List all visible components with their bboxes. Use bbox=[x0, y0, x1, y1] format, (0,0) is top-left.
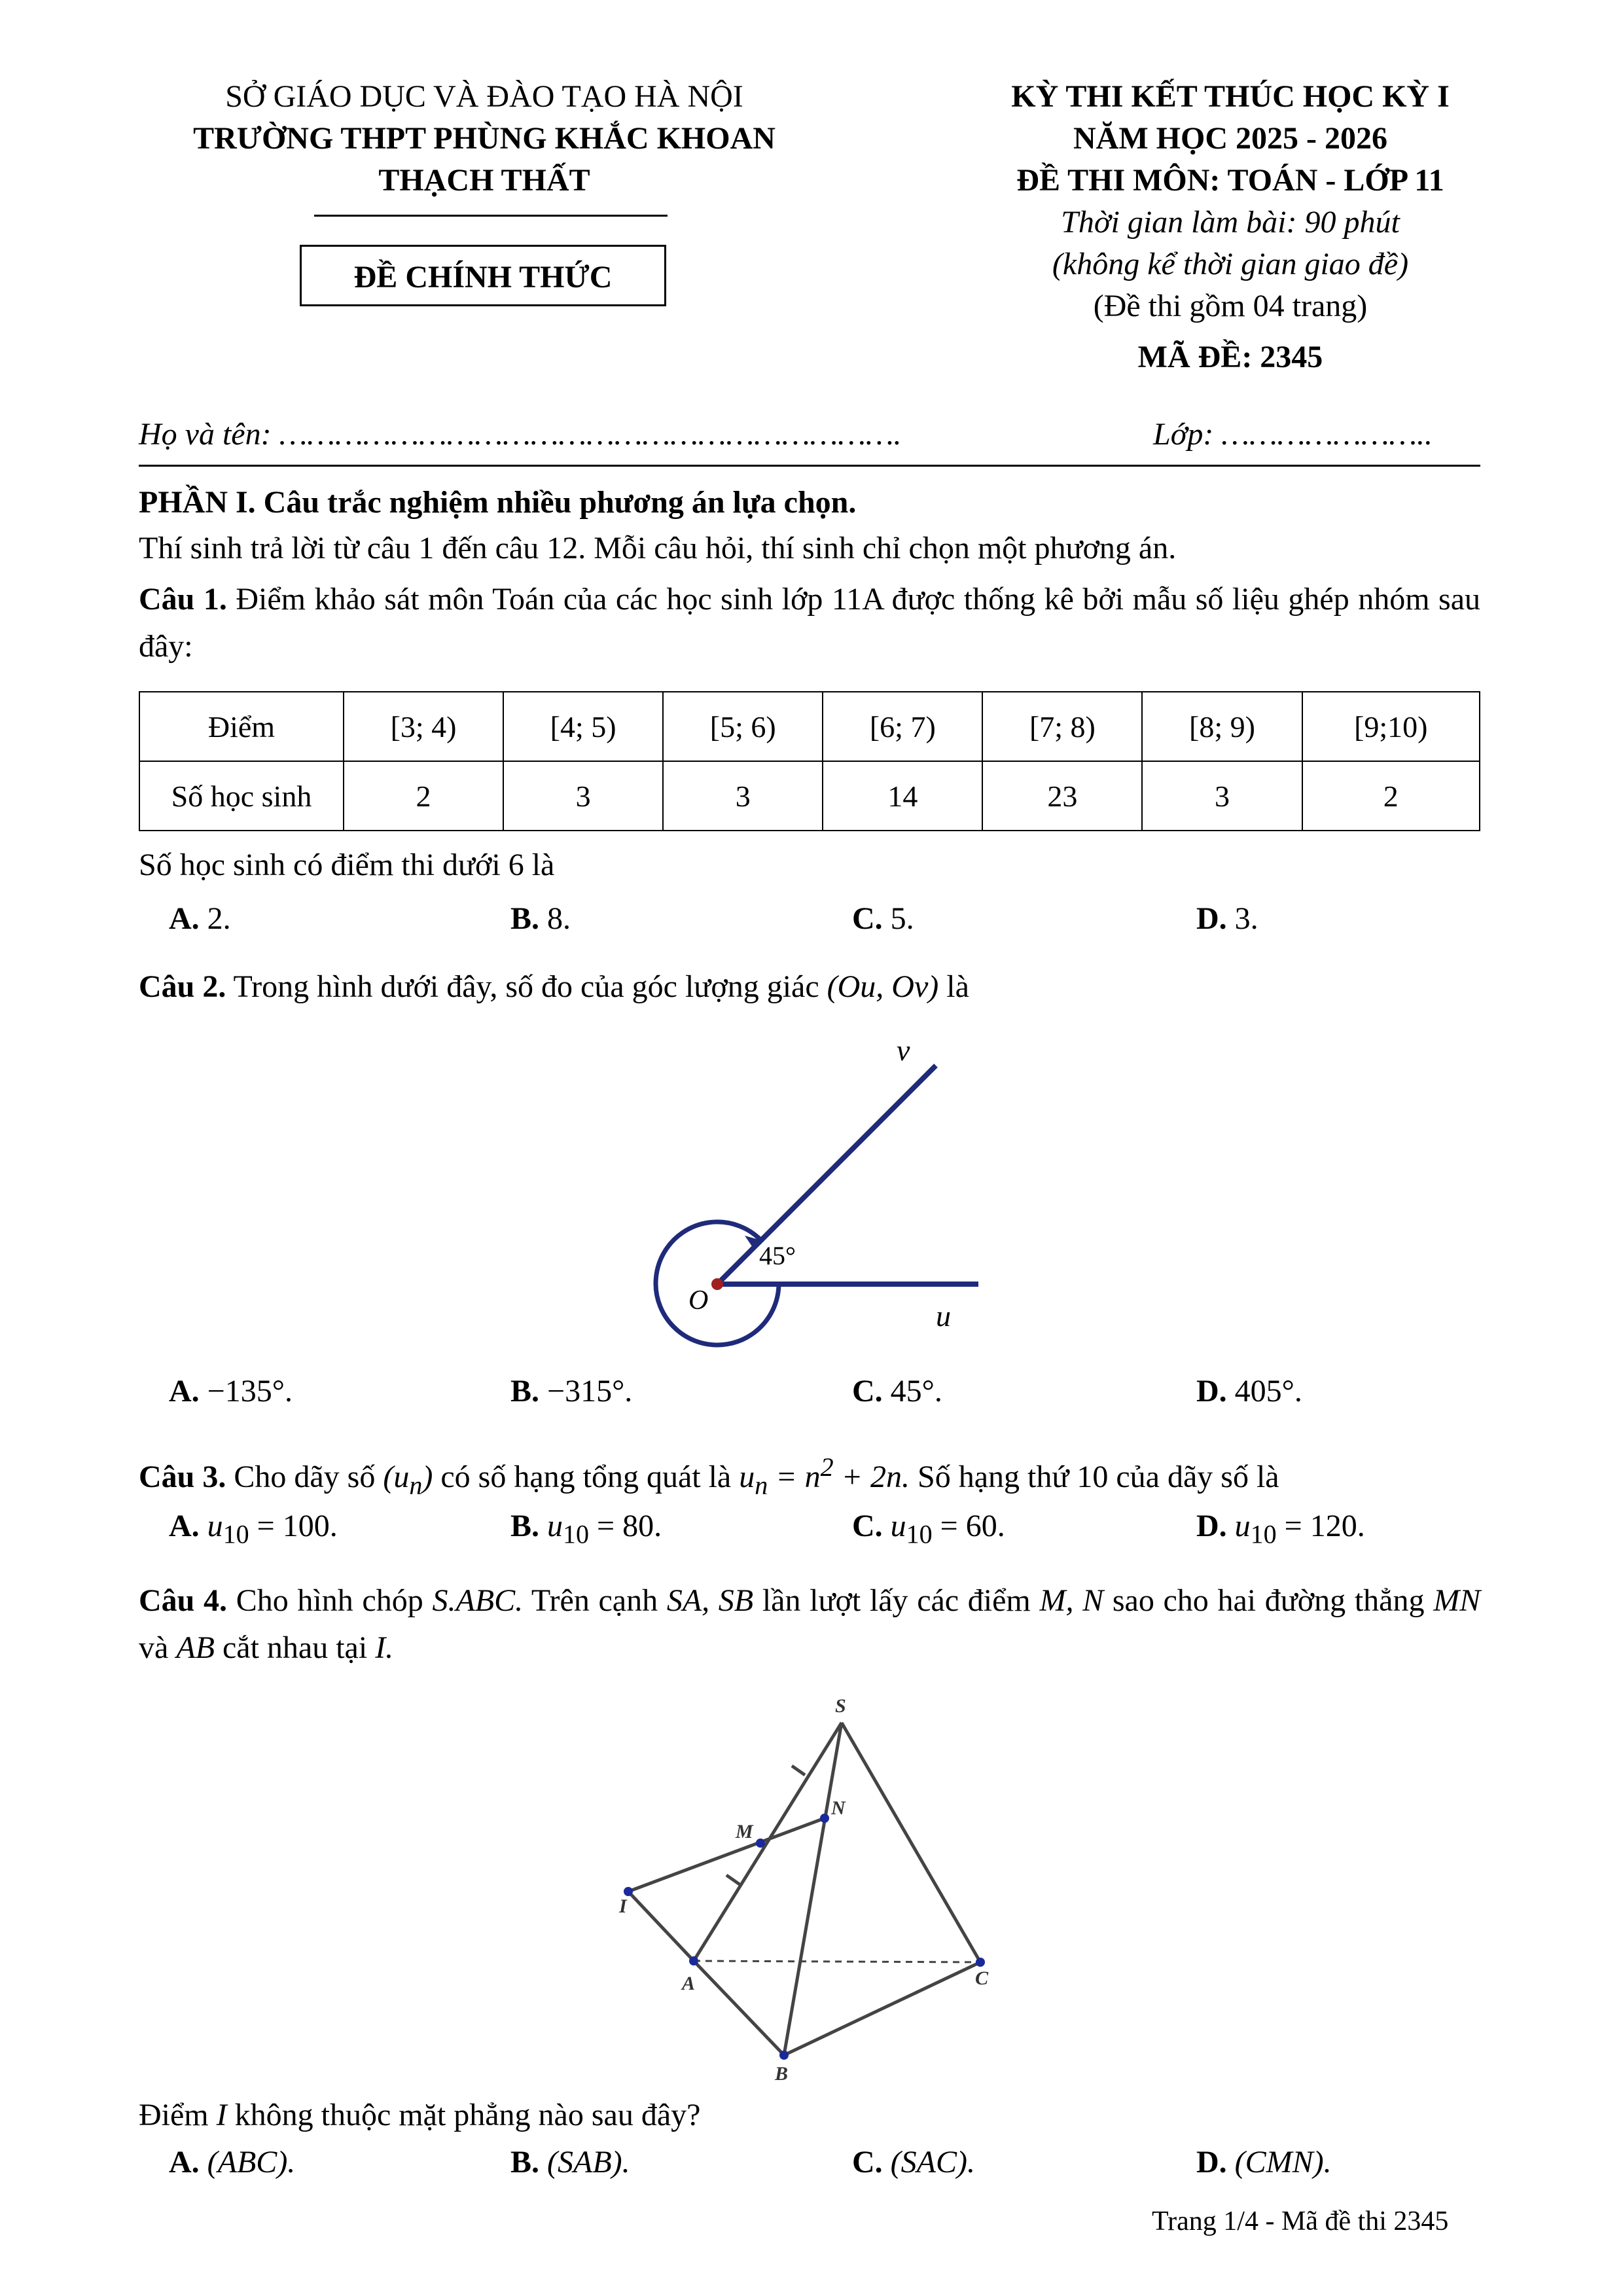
school-header bbox=[124, 76, 844, 202]
table-row bbox=[139, 692, 1480, 761]
q4-option-a[interactable]: A. (ABC). bbox=[169, 2145, 296, 2179]
edge-sc bbox=[842, 1723, 980, 1962]
table-cell: [4; 5) bbox=[503, 692, 663, 761]
table-cell: 3 bbox=[503, 761, 663, 831]
table-cell: 3 bbox=[663, 761, 823, 831]
angle-figure bbox=[628, 1028, 995, 1355]
question-1-prompt: Số học sinh có điểm thi dưới 6 là bbox=[139, 848, 555, 882]
q2-option-a[interactable]: A. −135°. bbox=[169, 1374, 293, 1408]
label-n: N bbox=[831, 1797, 846, 1819]
name-field[interactable]: …………………………………………………………. bbox=[279, 417, 902, 452]
school-name: TRƯỜNG THPT PHÙNG KHẮC KHOAN bbox=[193, 121, 776, 156]
q4-option-d[interactable]: D. (CMN). bbox=[1196, 2145, 1332, 2179]
table-cell: 2 bbox=[344, 761, 503, 831]
exam-code: MÃ ĐỀ: 2345 bbox=[1137, 340, 1323, 374]
score-table bbox=[139, 691, 1480, 831]
school-location: THẠCH THẤT bbox=[378, 163, 590, 198]
question-2-text bbox=[139, 966, 969, 1008]
exam-title: KỲ THI KẾT THÚC HỌC KỲ I bbox=[1011, 79, 1450, 114]
edge-ab bbox=[694, 1961, 784, 2055]
class-label: Lớp: bbox=[1153, 417, 1214, 452]
table-cell: 2 bbox=[1302, 761, 1480, 831]
question-4-prompt: Điểm I không thuộc mặt phẳng nào sau đây? bbox=[139, 2098, 701, 2132]
point-c bbox=[976, 1958, 985, 1967]
question-1-body: Điểm khảo sát môn Toán của các học sinh lớp 11A được thống kê bởi mẫu số liệu ghép nhóm sau đây: bbox=[139, 582, 1481, 664]
q2-option-c[interactable]: C. 45°. bbox=[852, 1374, 942, 1408]
table-cell: 3 bbox=[1142, 761, 1302, 831]
table-header-cell: Điểm bbox=[139, 692, 344, 761]
exam-subject: ĐỀ THI MÔN: TOÁN - LỚP 11 bbox=[1016, 163, 1444, 198]
q1-option-d[interactable]: D. 3. bbox=[1196, 901, 1258, 936]
q2-option-d[interactable]: D. 405°. bbox=[1196, 1374, 1302, 1408]
official-badge: ĐỀ CHÍNH THỨC bbox=[300, 245, 666, 306]
q1-option-b[interactable]: B. 8. bbox=[510, 901, 571, 936]
exam-header bbox=[870, 76, 1590, 378]
exam-time-note: (không kể thời gian giao đề) bbox=[1052, 247, 1409, 281]
question-2-label: Câu 2. bbox=[139, 969, 226, 1004]
edge-bc bbox=[784, 1962, 980, 2055]
q3-option-a[interactable]: A. $u_{10} = 100$. bbox=[169, 1509, 338, 1549]
tick-mark-2 bbox=[726, 1875, 740, 1884]
class-field[interactable]: ………………….. bbox=[1221, 417, 1433, 452]
label-c: C bbox=[975, 1967, 989, 1989]
q4-option-c[interactable]: C. (SAC). bbox=[852, 2145, 975, 2179]
table-row bbox=[139, 761, 1480, 831]
question-2-body: Trong hình dưới đây, số đo của góc lượng giác bbox=[233, 969, 819, 1004]
tick-mark-1 bbox=[792, 1766, 805, 1775]
class-field-wrap bbox=[1153, 414, 1433, 456]
point-i bbox=[624, 1887, 633, 1896]
point-m bbox=[756, 1839, 765, 1848]
table-cell: [8; 9) bbox=[1142, 692, 1302, 761]
label-45: 45° bbox=[759, 1241, 796, 1270]
student-name-row bbox=[139, 414, 1480, 456]
exam-time: Thời gian làm bài: 90 phút bbox=[1061, 205, 1400, 240]
pyramid-figure bbox=[589, 1689, 1047, 2081]
q3-option-c[interactable]: C. $u_{10} = 60$. bbox=[852, 1509, 1005, 1549]
table-cell: [7; 8) bbox=[982, 692, 1142, 761]
name-label: Họ và tên: bbox=[139, 417, 272, 452]
question-3-end: Số hạng thứ 10 của dãy số là bbox=[918, 1460, 1279, 1494]
label-v: v bbox=[897, 1033, 910, 1067]
question-4-label: Câu 4. bbox=[139, 1583, 228, 1618]
edge-ac-hidden bbox=[694, 1961, 980, 1962]
page-footer: Trang 1/4 - Mã đề thi 2345 bbox=[1152, 2206, 1449, 2236]
student-info-underline bbox=[139, 465, 1480, 467]
line-ia bbox=[628, 1892, 694, 1961]
question-1-label: Câu 1. bbox=[139, 582, 227, 617]
table-header-cell: Số học sinh bbox=[139, 761, 344, 831]
sequence-formula: $u_n = n^2 + 2n$. bbox=[739, 1452, 910, 1500]
point-n bbox=[820, 1814, 829, 1823]
department-name: SỞ GIÁO DỤC VÀ ĐÀO TẠO HÀ NỘI bbox=[225, 79, 743, 114]
part1-instruction: Thí sinh trả lời từ câu 1 đến câu 12. Mỗi câu hỏi, thí sinh chỉ chọn một phương án. bbox=[139, 531, 1177, 565]
question-3-text bbox=[139, 1446, 1279, 1507]
q1-option-c[interactable]: C. 5. bbox=[852, 901, 914, 936]
label-a: A bbox=[682, 1973, 696, 1994]
q4-option-b[interactable]: B. (SAB). bbox=[510, 2145, 630, 2179]
q1-option-a[interactable]: A. 2. bbox=[169, 901, 231, 936]
edge-sb bbox=[784, 1723, 842, 2055]
school-year: NĂM HỌC 2025 - 2026 bbox=[1073, 121, 1387, 156]
question-3-label: Câu 3. bbox=[139, 1460, 226, 1494]
label-m: M bbox=[736, 1821, 753, 1842]
label-o: O bbox=[688, 1285, 709, 1316]
header-divider bbox=[314, 215, 668, 217]
sequence-symbol: $(u_n)$ bbox=[383, 1460, 433, 1500]
table-cell: [6; 7) bbox=[823, 692, 982, 761]
point-a bbox=[689, 1956, 698, 1965]
label-s: S bbox=[835, 1695, 846, 1717]
question-2-end: là bbox=[946, 969, 969, 1004]
question-4-text: Câu 4. Cho hình chóp S.ABC. Trên cạnh SA, SB lần lượt lấy các điểm M, N sao cho hai đường thẳng MN và AB cắt nhau tại I. bbox=[139, 1583, 1481, 1665]
table-cell: 23 bbox=[982, 761, 1142, 831]
question-1-text bbox=[139, 576, 1480, 670]
q3-option-b[interactable]: B. $u_{10} = 80$. bbox=[510, 1509, 662, 1549]
label-b: B bbox=[775, 2063, 789, 2081]
q2-option-b[interactable]: B. −315°. bbox=[510, 1374, 633, 1408]
exam-page-count: (Đề thi gồm 04 trang) bbox=[1093, 289, 1368, 323]
line-im bbox=[628, 1818, 825, 1892]
question-2-angle: (Ou, Ov) bbox=[827, 969, 939, 1004]
question-3-mid: có số hạng tổng quát là bbox=[440, 1460, 732, 1494]
ray-ov bbox=[717, 1066, 936, 1284]
table-cell: 14 bbox=[823, 761, 982, 831]
origin-point bbox=[711, 1278, 723, 1290]
label-i: I bbox=[619, 1895, 627, 1917]
table-cell: [9;10) bbox=[1302, 692, 1480, 761]
question-3-intro: Cho dãy số bbox=[234, 1460, 376, 1494]
part1-title: PHẦN I. Câu trắc nghiệm nhiều phương án lựa chọn. bbox=[139, 485, 857, 520]
q3-option-d[interactable]: D. $u_{10} = 120$. bbox=[1196, 1509, 1365, 1549]
label-u: u bbox=[936, 1299, 951, 1333]
table-cell: [3; 4) bbox=[344, 692, 503, 761]
point-b bbox=[779, 2051, 789, 2060]
table-cell: [5; 6) bbox=[663, 692, 823, 761]
